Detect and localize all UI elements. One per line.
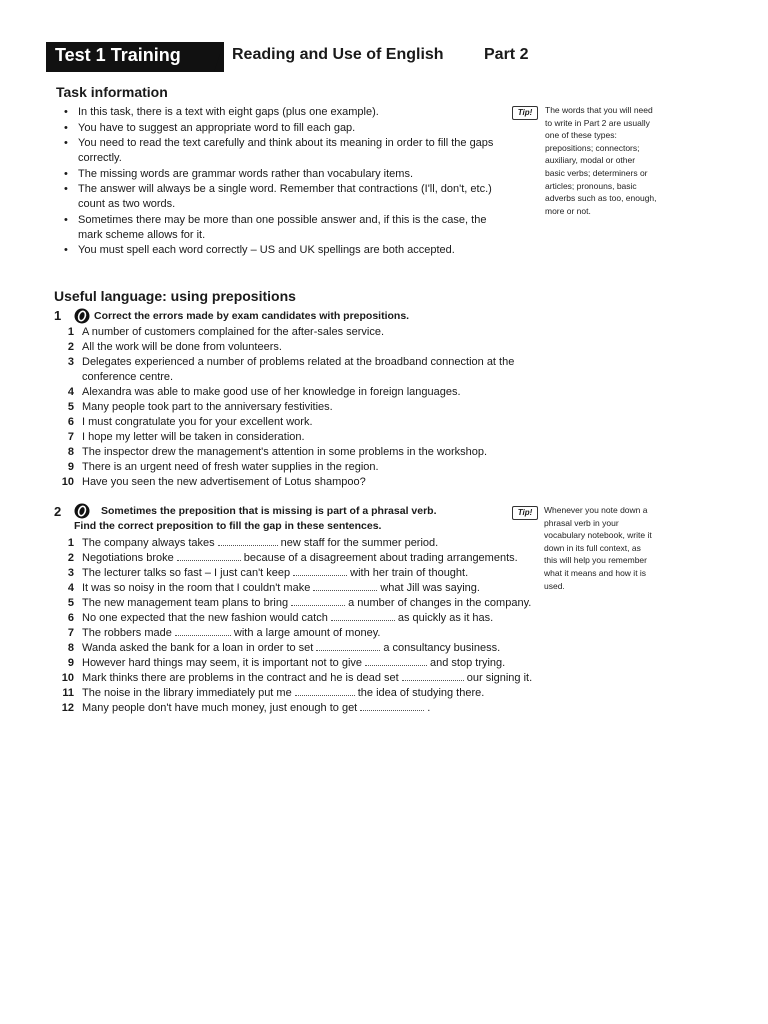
exercise-item xyxy=(60,656,540,671)
exercise-item xyxy=(60,445,540,460)
item-text-before: Many people don't have much money, just enough to get xyxy=(82,702,358,714)
item-text: Have you seen the new advertisement of Lotus shampoo? xyxy=(82,476,366,488)
item-text: There is an urgent need of fresh water supplies in the region. xyxy=(82,461,379,473)
bullet-icon: • xyxy=(64,183,68,195)
task-info-bullet xyxy=(62,136,502,166)
bullet-text: You need to read the text carefully and think about its meaning in order to fill the gaps correctly. xyxy=(78,137,494,164)
answer-gap[interactable] xyxy=(402,671,464,681)
task-info-list xyxy=(62,105,502,259)
bullet-text: The missing words are grammar words rather than vocabulary items. xyxy=(78,167,414,180)
tip-badge: Tip! xyxy=(512,506,538,520)
item-number: 9 xyxy=(67,657,74,669)
bullet-text: In this task, there is a text with eight gaps (plus one example). xyxy=(78,106,379,118)
answer-gap[interactable] xyxy=(316,641,380,651)
item-number: 10 xyxy=(61,672,74,684)
item-number: 10 xyxy=(61,476,74,488)
item-number: 2 xyxy=(67,341,74,353)
item-text-after: new staff for the summer period. xyxy=(280,537,439,549)
item-text-before: The robbers made xyxy=(82,627,172,639)
exercise-instruction: Find the correct preposition to fill the gap in these sentences. xyxy=(74,520,382,532)
exercise-item xyxy=(60,475,540,490)
item-number: 4 xyxy=(67,386,74,398)
item-number: 1 xyxy=(67,326,74,338)
item-text: Alexandra was able to make good use of her knowledge in foreign languages. xyxy=(82,386,461,398)
item-text-after: with her train of thought. xyxy=(350,567,469,579)
item-number: 3 xyxy=(67,567,74,579)
bullet-text: Sometimes there may be more than one possible answer and, if this is the case, the mark scheme allows for it. xyxy=(78,213,487,241)
item-text-before: The noise in the library immediately put me xyxy=(82,687,292,699)
item-text-after: with a large amount of money. xyxy=(233,627,381,639)
exam-candidate-icon xyxy=(74,503,90,519)
item-text-after: . xyxy=(427,702,431,714)
item-text-after: our signing it. xyxy=(466,672,533,684)
item-text-after: because of a disagreement about trading arrangements. xyxy=(243,552,518,564)
task-info-heading: Task information xyxy=(56,84,168,100)
exam-candidate-icon xyxy=(74,308,90,324)
item-number: 8 xyxy=(67,642,74,654)
exercise-item xyxy=(60,325,540,340)
task-info-bullet xyxy=(62,167,502,182)
answer-gap[interactable] xyxy=(293,566,347,576)
bullet-text: You must spell each word correctly – US and UK spellings are both accepted. xyxy=(78,244,455,256)
item-text: Many people took part to the anniversary festivities. xyxy=(82,401,333,413)
bullet-icon: • xyxy=(64,167,68,180)
item-text: I hope my letter will be taken in consideration. xyxy=(82,431,305,443)
item-text: The inspector drew the management's attention in some problems in the workshop. xyxy=(82,446,488,458)
tip-text: Whenever you note down a phrasal verb in your vocabulary notebook, write it down in its full context, as this will help you remember what it means and how it is used. xyxy=(544,505,652,591)
exercise-item xyxy=(60,400,540,415)
tip-badge: Tip! xyxy=(512,106,538,120)
item-text-before: It was so noisy in the room that I couldn't make xyxy=(82,582,311,594)
task-info-bullet xyxy=(62,243,502,258)
exercise-item xyxy=(60,536,540,551)
item-number: 3 xyxy=(67,356,74,368)
exercise1-list xyxy=(60,325,540,490)
bullet-icon: • xyxy=(64,106,68,118)
page-title: Reading and Use of English xyxy=(232,46,444,63)
exercise-instruction: Sometimes the preposition that is missing is part of a phrasal verb. xyxy=(101,505,437,517)
bullet-icon: • xyxy=(64,137,68,149)
bullet-icon: • xyxy=(64,213,68,226)
task-info-bullet xyxy=(62,213,502,243)
item-text-after: what Jill was saying. xyxy=(380,582,480,594)
item-number: 9 xyxy=(67,461,74,473)
item-text-after: the idea of studying there. xyxy=(357,687,485,699)
task-info-bullet xyxy=(62,121,502,136)
exercise-item xyxy=(60,671,540,686)
exercise-item xyxy=(60,430,540,445)
useful-language-heading: Useful language: using prepositions xyxy=(54,288,296,304)
exercise-item xyxy=(60,641,540,656)
exercise2-list xyxy=(60,536,540,716)
exercise-item xyxy=(60,460,540,475)
item-number: 7 xyxy=(67,627,74,639)
exercise-item xyxy=(60,701,540,716)
exercise-number: 1 xyxy=(54,308,62,323)
item-number: 8 xyxy=(67,446,74,458)
test-label: Test 1 Training xyxy=(55,45,181,65)
item-number: 11 xyxy=(62,687,74,699)
bullet-icon: • xyxy=(64,244,68,256)
item-number: 12 xyxy=(61,702,74,714)
exercise-item xyxy=(60,626,540,641)
answer-gap[interactable] xyxy=(291,596,345,606)
exercise-item xyxy=(60,686,540,701)
item-text-before: The company always takes xyxy=(82,537,215,549)
item-text-before: No one expected that the new fashion would catch xyxy=(82,612,328,624)
item-text-after: and stop trying. xyxy=(430,657,506,669)
answer-gap[interactable] xyxy=(331,611,395,621)
item-text-after: as quickly as it has. xyxy=(397,612,494,624)
task-info-bullet xyxy=(62,105,502,120)
item-text-before: The new management team plans to bring xyxy=(82,597,289,609)
answer-gap[interactable] xyxy=(218,536,278,546)
exercise-instruction: Correct the errors made by exam candidates with prepositions. xyxy=(94,310,410,322)
exercise-item xyxy=(60,551,540,566)
item-number: 7 xyxy=(67,431,74,443)
tip-text: The words that you will need to write in Part 2 are usually one of these types: prepositions; connectors; auxiliary, modal or other basic verbs; determiners or articles; pronouns, basic adverbs such as too, enough, more or not. xyxy=(545,105,657,216)
item-text-after: a consultancy business. xyxy=(383,642,501,654)
item-text-before: Negotiations broke xyxy=(82,552,174,564)
item-text-after: a number of changes in the company. xyxy=(348,597,532,609)
task-info-bullet xyxy=(62,182,502,212)
item-number: 6 xyxy=(67,612,74,624)
answer-gap[interactable] xyxy=(295,686,355,696)
item-text-before: The lecturer talks so fast – I just can't keep xyxy=(82,567,291,579)
item-number: 1 xyxy=(67,537,74,549)
exercise-item xyxy=(60,596,540,611)
item-text-before: Mark thinks there are problems in the contract and he is dead set xyxy=(82,672,399,684)
item-text: I must congratulate you for your excellent work. xyxy=(82,416,313,428)
answer-gap[interactable] xyxy=(365,656,427,666)
exercise-item xyxy=(60,566,540,581)
exercise-item xyxy=(60,415,540,430)
answer-gap[interactable] xyxy=(175,626,231,636)
item-text-before: Wanda asked the bank for a loan in order to set xyxy=(82,642,314,654)
answer-gap[interactable] xyxy=(313,581,377,591)
answer-gap[interactable] xyxy=(177,551,241,561)
bullet-text: The answer will always be a single word. Remember that contractions (I'll, don't, etc.) count as two words. xyxy=(78,183,492,210)
item-number: 5 xyxy=(67,401,74,413)
answer-gap[interactable] xyxy=(360,701,424,711)
item-number: 2 xyxy=(67,552,74,564)
item-number: 6 xyxy=(67,416,74,428)
part-label: Part 2 xyxy=(484,46,529,63)
item-text-before: However hard things may seem, it is important not to give xyxy=(82,657,363,669)
exercise-number: 2 xyxy=(54,504,62,519)
exercise-item xyxy=(60,581,540,596)
item-text: Delegates experienced a number of problems related at the broadband connection at the conference centre. xyxy=(82,356,515,383)
exercise-item xyxy=(60,611,540,626)
item-text: All the work will be done from volunteers. xyxy=(82,341,282,353)
item-number: 5 xyxy=(67,597,74,609)
item-text: A number of customers complained for the after-sales service. xyxy=(82,326,385,338)
exercise-item xyxy=(60,385,540,400)
exercise-item xyxy=(60,340,540,355)
exercise-item xyxy=(60,355,540,385)
bullet-text: You have to suggest an appropriate word to fill each gap. xyxy=(78,121,356,134)
bullet-icon: • xyxy=(64,121,68,134)
item-number: 4 xyxy=(67,582,74,594)
